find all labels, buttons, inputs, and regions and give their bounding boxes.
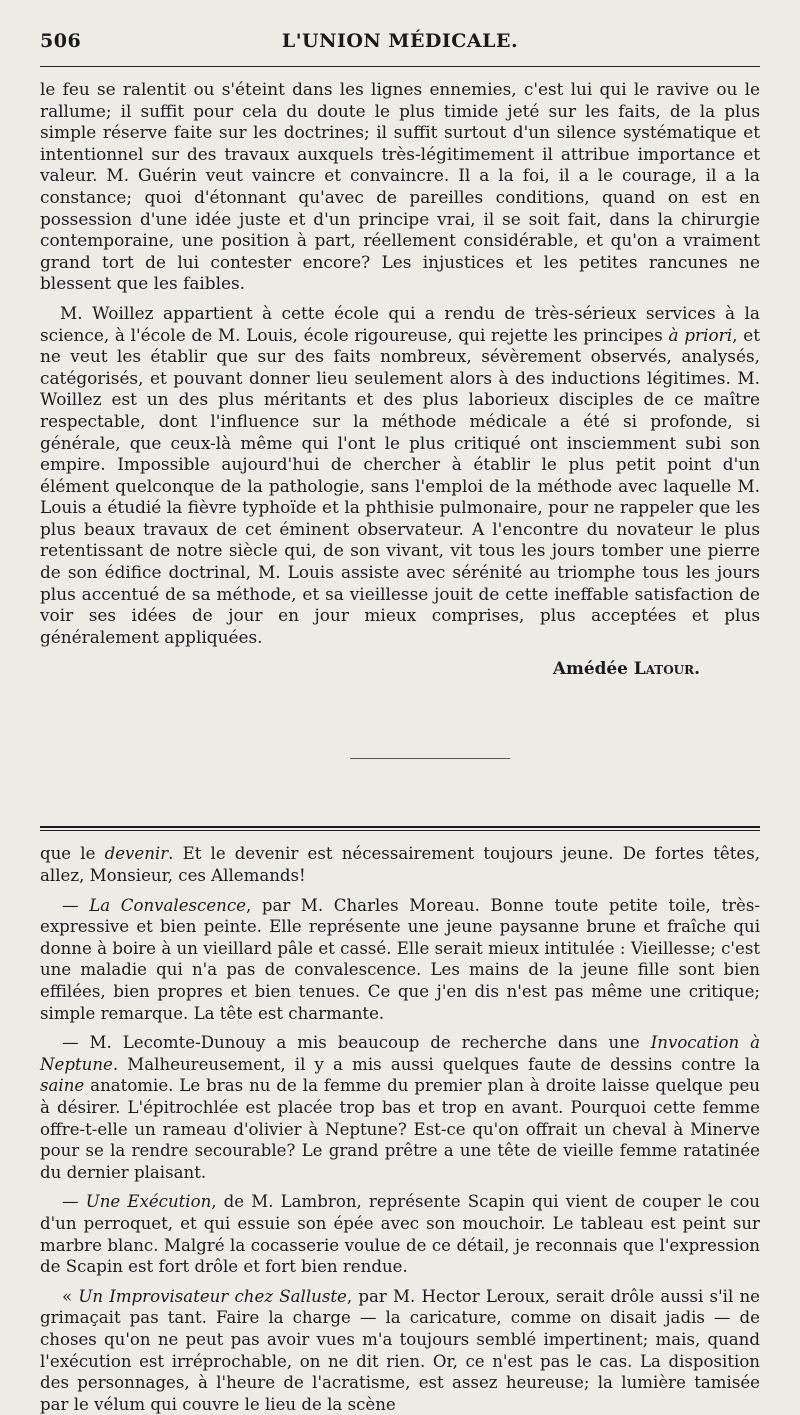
feuilleton-paragraph-1-italic: devenir — [104, 844, 169, 864]
feuilleton-paragraph-3-text-c: anatomie. Le bras nu de la femme du premier plan à droite laisse quelque peu à désirer. L'épitrochlée est placée trop bas et trop en avant. Pourquoi cette femme offre-t-elle un rameau d'olivier à Neptune? Est-ce qu'on offrait un cheval à Minerve pour se la rendre secourable? Le grand prêtre a une tête de vieille femme ratatinée du dernier plaisant. — [40, 1076, 760, 1182]
header-rule — [40, 66, 760, 67]
feuilleton-paragraph-1-text-b: . Et le devenir est nécessairement toujours jeune. De fortes têtes, allez, Monsieur, ces Allemands! — [40, 844, 760, 886]
feuilleton-paragraph-4-lead: — — [62, 1192, 86, 1212]
feuilleton-paragraph-1 — [40, 843, 760, 886]
signature-last-name: Latour. — [633, 658, 700, 679]
feuilleton-paragraph-5-italic: Un Improvisateur chez Salluste — [78, 1286, 347, 1306]
feuilleton-rule — [40, 826, 760, 831]
article-paragraph-2-italic: à priori — [668, 324, 733, 345]
bleed-through-area — [40, 678, 760, 826]
section-end-rule — [350, 758, 510, 759]
feuilleton-paragraph-3-italic-1: Invocation à Neptune — [40, 1033, 760, 1074]
article-paragraph-2-text-a: M. Woillez appartient à cette école qui a rendu de très-sérieux services à la science, à l'école de M. Louis, école rigoureuse, qui rejette les principes — [40, 302, 760, 345]
feuilleton-paragraph-2-lead: — — [62, 895, 90, 915]
feuilleton-paragraph-3-italic-2: saine — [40, 1076, 85, 1096]
page-number: 506 — [40, 30, 82, 52]
article-paragraph-2 — [40, 303, 760, 649]
feuilleton-paragraph-5-lead: « — [62, 1286, 79, 1306]
feuilleton-paragraph-2 — [40, 895, 760, 1025]
article-body — [40, 79, 760, 678]
journal-title: L'UNION MÉDICALE. — [281, 30, 519, 52]
article-paragraph-2-text-b: , et ne veut les établir que sur des faits nombreux, sévèrement observés, analysés, catégorisés, et pouvant donner lieu seulement alors à des inductions légitimes. M. Woillez est un des plus méritants et des plus laborieux disciples de ce maître respectable, dont l'influence sur la méthode médicale a été si profonde, si générale, que ceux-là même qui l'ont le plus critiqué ont insciemment subi son empire. Impossible aujourd'hui de chercher à établir le plus petit point d'un élément quelconque de la pathologie, sans l'emploi de la méthode avec laquelle M. Louis a étudié la fièvre typhoïde et la phthisie pulmonaire, pour ne rappeler que les plus beaux travaux de cet éminent observateur. A l'encontre du novateur le plus retentissant de notre siècle qui, de son vivant, vit tous les jours tomber une pierre de son édifice doctrinal, M. Louis assiste avec sérénité au triomphe tous les jours plus accentué de sa méthode, et sa vieillesse jouit de cette ineffable satisfaction de voir ses idées de jour en jour mieux comprises, plus acceptées et plus généralement appliquées. — [40, 324, 760, 647]
feuilleton-paragraph-5 — [40, 1286, 760, 1415]
feuilleton-paragraph-5-text: , par M. Hector Leroux, serait drôle aussi s'il ne grimaçait pas tant. Faire la charge — la caricature, comme on disait jadis — de choses qu'on ne peut pas avoir vues m'a toujours semblé impertinent; mais, quand l'exécution est irréprochable, on ne dit rien. Or, ce n'est pas le cas. La disposition des personnages, à l'heure de l'acratisme, est assez heureuse; la lumière tamisée par le vélum qui couvre le lieu de la scène — [40, 1286, 760, 1414]
feuilleton-body — [40, 843, 760, 1415]
article-paragraph-1: le feu se ralentit ou s'éteint dans les lignes ennemies, c'est lui qui le ravive ou le rallume; il suffit pour cela du doute le plus timide jeté sur les faits, de la plus simple réserve faite sur les doctrines; il suffit surtout d'un silence systématique et intentionnel sur des travaux auxquels très-légitimement il attribue importance et valeur. M. Guérin veut vaincre et convaincre. Il a la foi, il a le courage, il a la constance; quoi d'étonnant qu'avec de pareilles conditions, quand on est en possession d'une idée juste et d'un principe vrai, il se soit fait, dans la chirurgie contemporaine, une position à part, réellement considérable, et qu'on a vraiment grand tort de lui contester encore? Les injustices et les petites rancunes ne blessent que les faibles. — [40, 79, 760, 294]
feuilleton-paragraph-2-italic: La Convalescence — [89, 895, 246, 915]
feuilleton-paragraph-4-italic: Une Exécution — [85, 1192, 212, 1212]
feuilleton-paragraph-4 — [40, 1191, 760, 1277]
feuilleton-paragraph-3-text-a: — M. Lecomte-Dunouy a mis beaucoup de recherche dans une — [62, 1033, 651, 1053]
signature-first-name: Amédée — [552, 658, 634, 679]
feuilleton-paragraph-2-text: , par M. Charles Moreau. Bonne toute petite toile, très-expressive et bien peinte. Elle représente une jeune paysanne brune et fraîche qui donne à boire à un vieillard pâle et cassé. Elle serait mieux intitulée : Vieillesse; c'est une maladie qui n'a pas de convalescence. Les mains de la jeune fille sont bien effilées, bien propres et bien tenues. Ce que j'en dis n'est pas même une critique; simple remarque. La tête est charmante. — [40, 895, 760, 1023]
feuilleton-paragraph-3-text-b: . Malheureusement, il y a mis aussi quelques faute de dessins contre la — [112, 1054, 760, 1074]
author-signature — [40, 658, 760, 678]
running-head — [40, 28, 760, 58]
feuilleton-paragraph-3 — [40, 1032, 760, 1183]
feuilleton-paragraph-1-text-a: que le — [40, 844, 105, 864]
feuilleton-paragraph-4-text: , de M. Lambron, représente Scapin qui vient de couper le cou d'un perroquet, et qui essuie son épée avec son mouchoir. Le tableau est peint sur marbre blanc. Malgré la cocasserie voulue de ce détail, je reconnais que l'expression de Scapin est fort drôle et fort bien rendue. — [40, 1192, 760, 1277]
